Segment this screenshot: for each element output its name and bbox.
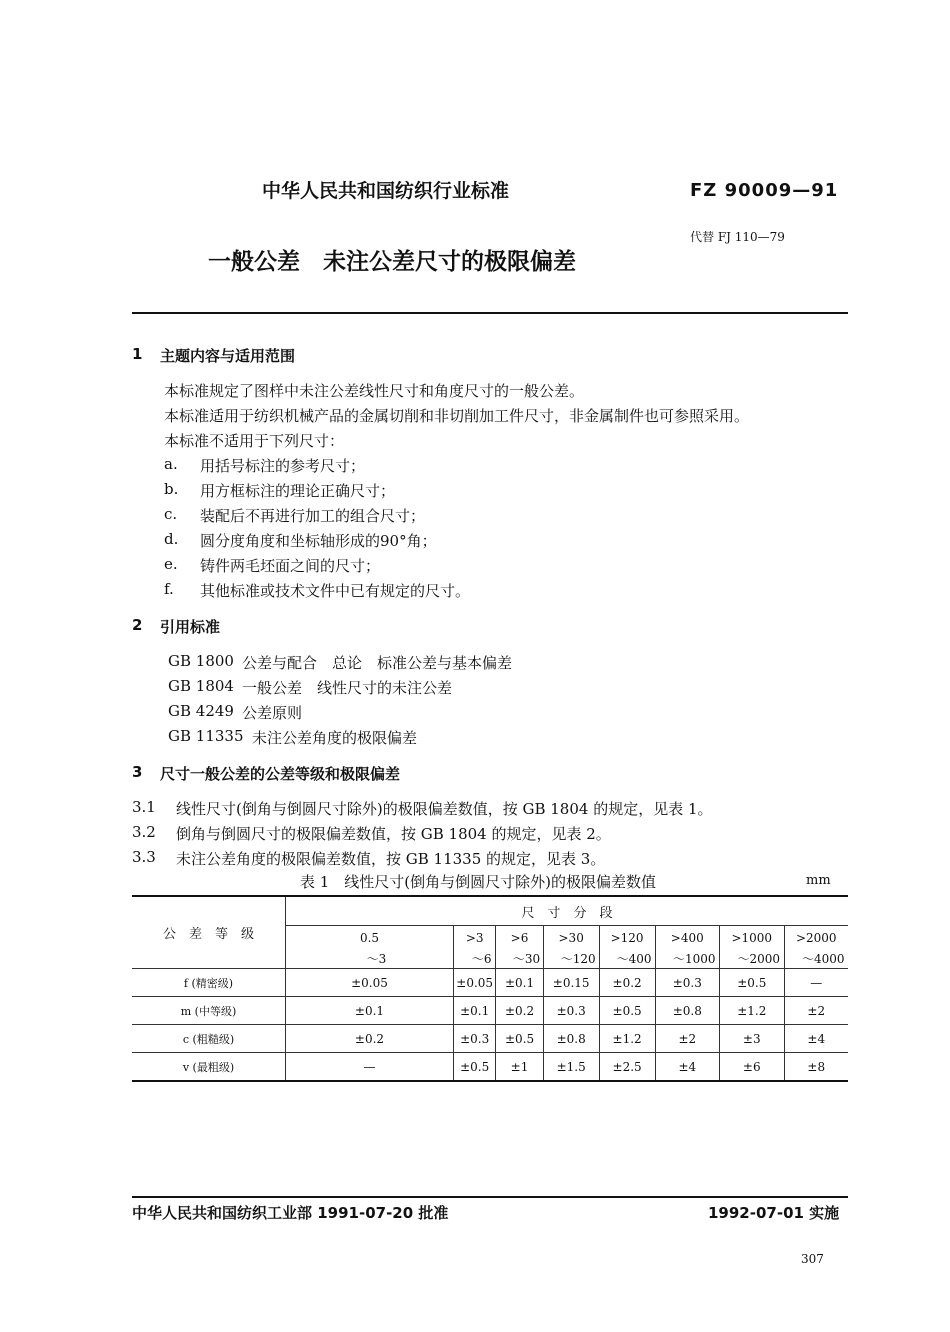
clause-number: 3.1 bbox=[132, 798, 156, 816]
tolerance-value: ±3 bbox=[720, 1025, 784, 1053]
clause-text: 线性尺寸(倒角与倒圆尺寸除外)的极限偏差数值，按 GB 1804 的规定，见表 1。 bbox=[176, 800, 713, 818]
tolerance-value: ±1.2 bbox=[720, 997, 784, 1025]
range-from: >1000 bbox=[720, 926, 784, 949]
tolerance-table bbox=[132, 895, 848, 1082]
tolerance-value: ±8 bbox=[784, 1053, 848, 1082]
tolerance-value: ±0.8 bbox=[655, 997, 719, 1025]
section1-para-2: 本标准适用于纺织机械产品的金属切削和非切削加工件尺寸，非金属制件也可参照采用。 bbox=[164, 407, 750, 425]
clause-text: 倒角与倒圆尺寸的极限偏差数值，按 GB 1804 的规定，见表 2。 bbox=[176, 825, 611, 843]
grade-label: c (粗糙级) bbox=[132, 1025, 286, 1053]
tolerance-value: ±0.8 bbox=[543, 1025, 599, 1053]
section1-number: 1 bbox=[132, 345, 143, 363]
org-title: 中华人民共和国纺织行业标准 bbox=[262, 180, 510, 202]
range-from: >400 bbox=[655, 926, 719, 949]
reference-title: 未注公差角度的极限偏差 bbox=[252, 729, 418, 747]
range-to: ～1000 bbox=[655, 948, 719, 969]
header-rule bbox=[132, 312, 848, 314]
tolerance-value: ±0.3 bbox=[655, 969, 719, 997]
approval-line: 中华人民共和国纺织工业部 1991-07-20 批准 bbox=[132, 1204, 449, 1222]
document-title: 一般公差 未注公差尺寸的极限偏差 bbox=[208, 249, 576, 275]
list-item-f-text: 其他标准或技术文件中已有规定的尺寸。 bbox=[200, 582, 471, 600]
table-row bbox=[132, 1025, 848, 1053]
list-item-a-mark: a. bbox=[164, 455, 178, 473]
grade-header: 公 差 等 级 bbox=[162, 927, 254, 942]
table-row bbox=[132, 969, 848, 997]
clause-text: 未注公差角度的极限偏差数值，按 GB 11335 的规定，见表 3。 bbox=[176, 850, 606, 868]
range-from: >120 bbox=[599, 926, 655, 949]
tolerance-value: ±2 bbox=[655, 1025, 719, 1053]
page-number: 307 bbox=[801, 1252, 824, 1266]
list-item-f-mark: f. bbox=[164, 580, 174, 598]
list-item-a-text: 用括号标注的参考尺寸； bbox=[200, 457, 366, 475]
list-item-d-mark: d. bbox=[164, 530, 179, 548]
list-item-c-text: 装配后不再进行加工的组合尺寸； bbox=[200, 507, 426, 525]
section2-number: 2 bbox=[132, 616, 143, 634]
tolerance-value: ±0.15 bbox=[543, 969, 599, 997]
tolerance-value: ±0.05 bbox=[454, 969, 496, 997]
section2-heading: 引用标准 bbox=[160, 618, 221, 636]
tolerance-value: ±1.2 bbox=[599, 1025, 655, 1053]
reference-code: GB 1800 bbox=[168, 652, 234, 670]
grade-label: m (中等级) bbox=[132, 997, 286, 1025]
list-item-b-mark: b. bbox=[164, 480, 179, 498]
tolerance-value: ±0.05 bbox=[286, 969, 454, 997]
range-to: ～120 bbox=[543, 948, 599, 969]
grade-label: v (最粗级) bbox=[132, 1053, 286, 1082]
reference-code: GB 1804 bbox=[168, 677, 234, 695]
clause-number: 3.3 bbox=[132, 848, 156, 866]
table-row bbox=[132, 997, 848, 1025]
section1-para-3: 本标准不适用于下列尺寸： bbox=[164, 432, 345, 450]
range-to: ～6 bbox=[454, 948, 496, 969]
range-to: ～3 bbox=[286, 948, 454, 969]
tolerance-value: ±0.5 bbox=[720, 969, 784, 997]
grade-label: f (精密级) bbox=[132, 969, 286, 997]
tolerance-value: ±2 bbox=[784, 997, 848, 1025]
tolerance-value: ±0.1 bbox=[454, 997, 496, 1025]
tolerance-value: ±0.3 bbox=[543, 997, 599, 1025]
list-item-e-text: 铸件两毛坯面之间的尺寸； bbox=[200, 557, 381, 575]
tolerance-value: ±0.1 bbox=[286, 997, 454, 1025]
list-item-c-mark: c. bbox=[164, 505, 178, 523]
section1-heading: 主题内容与适用范围 bbox=[160, 347, 296, 365]
replaces-standard: 代替 FJ 110—79 bbox=[690, 230, 785, 244]
effective-date: 1992-07-01 实施 bbox=[708, 1204, 840, 1222]
tolerance-value: ±0.2 bbox=[496, 997, 543, 1025]
range-to: ～30 bbox=[496, 948, 543, 969]
tolerance-value: ±4 bbox=[784, 1025, 848, 1053]
size-range-header: 尺 寸 分 段 bbox=[286, 896, 849, 926]
tolerance-value: ±0.5 bbox=[454, 1053, 496, 1082]
tolerance-value: ±1 bbox=[496, 1053, 543, 1082]
tolerance-value: ±1.5 bbox=[543, 1053, 599, 1082]
range-from: >2000 bbox=[784, 926, 848, 949]
tolerance-value: ±6 bbox=[720, 1053, 784, 1082]
footer-rule bbox=[132, 1196, 848, 1198]
range-from: 0.5 bbox=[286, 926, 454, 949]
reference-code: GB 4249 bbox=[168, 702, 234, 720]
reference-title: 一般公差 线性尺寸的未注公差 bbox=[242, 679, 453, 697]
grade-header-cell bbox=[132, 896, 286, 969]
reference-title: 公差原则 bbox=[242, 704, 303, 722]
tolerance-value: ±0.1 bbox=[496, 969, 543, 997]
tolerance-value: ±0.2 bbox=[286, 1025, 454, 1053]
tolerance-value: ±0.3 bbox=[454, 1025, 496, 1053]
table-row bbox=[132, 1053, 848, 1082]
list-item-d-text: 圆分度角度和坐标轴形成的90°角； bbox=[200, 532, 437, 550]
range-from: >3 bbox=[454, 926, 496, 949]
tolerance-value: ±2.5 bbox=[599, 1053, 655, 1082]
range-from: >30 bbox=[543, 926, 599, 949]
tolerance-value: — bbox=[286, 1053, 454, 1082]
range-to: ～2000 bbox=[720, 948, 784, 969]
list-item-e-mark: e. bbox=[164, 555, 178, 573]
reference-title: 公差与配合 总论 标准公差与基本偏差 bbox=[242, 654, 513, 672]
range-to: ～400 bbox=[599, 948, 655, 969]
list-item-b-text: 用方框标注的理论正确尺寸； bbox=[200, 482, 396, 500]
section3-number: 3 bbox=[132, 763, 143, 781]
reference-code: GB 11335 bbox=[168, 727, 244, 745]
range-from: >6 bbox=[496, 926, 543, 949]
tolerance-value: ±0.5 bbox=[599, 997, 655, 1025]
tolerance-value: ±0.5 bbox=[496, 1025, 543, 1053]
clause-number: 3.2 bbox=[132, 823, 156, 841]
range-to: ～4000 bbox=[784, 948, 848, 969]
tolerance-value: ±0.2 bbox=[599, 969, 655, 997]
section3-heading: 尺寸一般公差的公差等级和极限偏差 bbox=[160, 765, 401, 783]
table-unit: mm bbox=[806, 873, 831, 888]
section1-para-1: 本标准规定了图样中未注公差线性尺寸和角度尺寸的一般公差。 bbox=[164, 382, 585, 400]
standard-number: FZ 90009—91 bbox=[690, 180, 839, 201]
table-caption: 表 1 线性尺寸(倒角与倒圆尺寸除外)的极限偏差数值 bbox=[300, 873, 657, 891]
tolerance-value: — bbox=[784, 969, 848, 997]
tolerance-value: ±4 bbox=[655, 1053, 719, 1082]
